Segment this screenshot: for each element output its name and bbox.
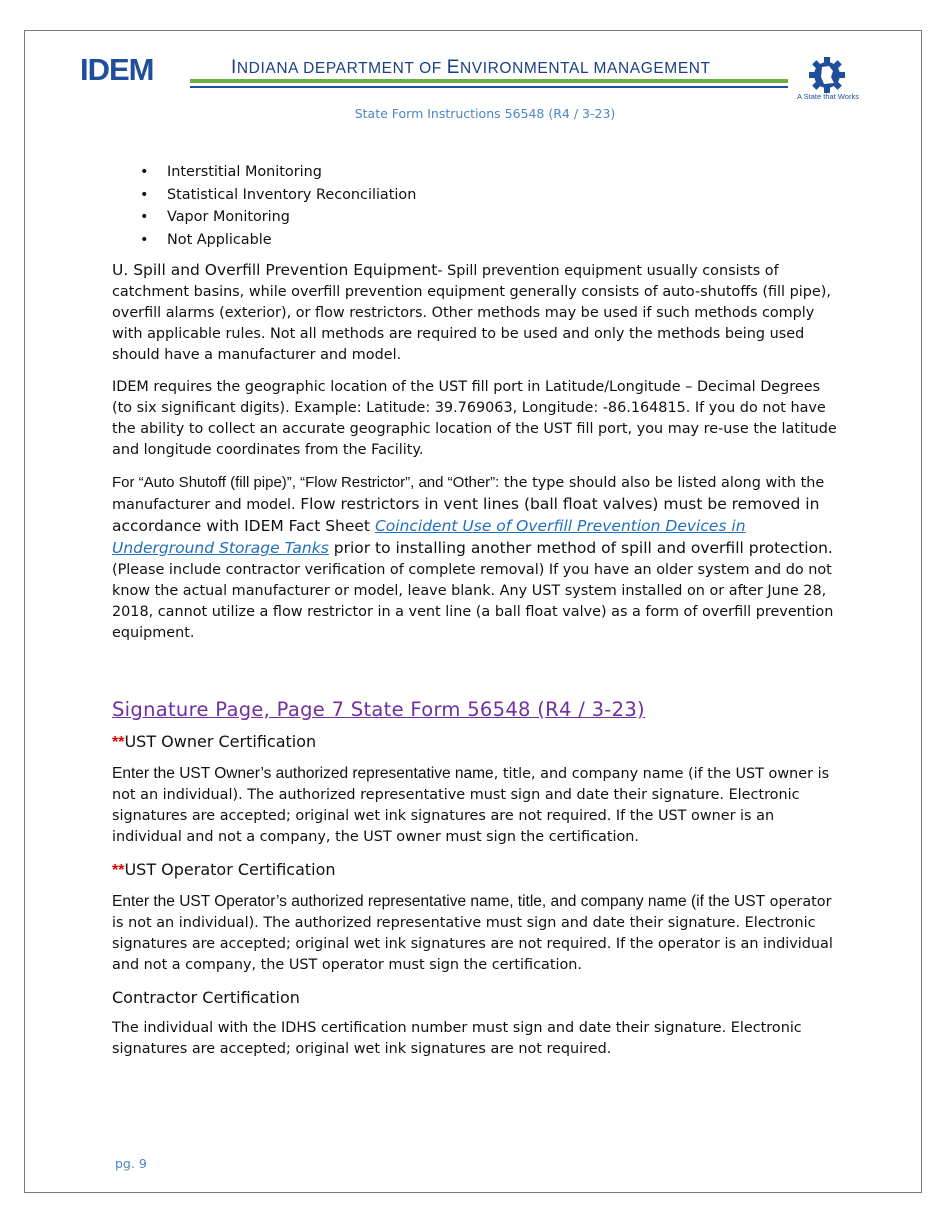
owner-certification-text — [112, 763, 840, 848]
list-item: • Statistical Inventory Reconciliation — [112, 184, 840, 207]
seal-tagline: A State that Works — [797, 92, 859, 101]
operator-certification-heading — [112, 859, 840, 882]
department-name — [231, 57, 711, 79]
auto-shutoff-lead: For “Auto Shutoff (fill pipe)”, “Flow Restrictor”, and “Other”: — [112, 474, 500, 491]
list-item: • Not Applicable — [112, 229, 840, 252]
document-body — [112, 161, 840, 1071]
signature-page-heading: Signature Page, Page 7 State Form 56548 (R4 / 3-23) — [112, 698, 645, 721]
list-item: • Vapor Monitoring — [112, 206, 840, 229]
required-asterisks: ** — [112, 734, 125, 751]
auto-shutoff-text-1: the type should also be listed along with the manufacturer and model. — [112, 475, 825, 513]
page-number: pg. 9 — [115, 1156, 147, 1171]
auto-shutoff-text-4: (Please include contractor verification of complete removal) If you have an older system and do not know the actual manufacturer or model, leave blank. Any UST system installed on or after June 28, 2018, cannot utilize a flow restrictor in a vent line (a ball float valve) as a form of overfill prevention equipment. — [112, 562, 834, 641]
owner-certification-heading — [112, 731, 840, 754]
header-green-rule — [190, 79, 788, 83]
dept-initial-1: I — [231, 57, 237, 78]
owner-certification-lead: Enter the UST Owner’s authorized representative name — [112, 765, 494, 782]
operator-certification-body: operator is not an individual). The authorized representative must sign and date their signature. Electronic signatures are accepted; original wet ink signatures are not required. If the operator is an individual and not a company, the UST operator must sign the certification. — [112, 894, 833, 973]
monitoring-method-list — [112, 161, 840, 251]
required-asterisks: ** — [112, 862, 125, 879]
auto-shutoff-text-2: Flow restrictors in vent lines (ball float valves) must be removed in accordance with IDEM Fact Sheet — [112, 495, 820, 535]
operator-certification-lead: Enter the UST Operator’s authorized representative name, title, and company name (if the UST — [112, 893, 766, 910]
dept-part-1: NDIANA DEPARTMENT OF — [236, 60, 447, 77]
owner-certification-title: UST Owner Certification — [124, 732, 317, 751]
list-item: • Interstitial Monitoring — [112, 161, 840, 184]
idem-logo: IDEM — [80, 52, 154, 87]
auto-shutoff-paragraph — [112, 472, 840, 644]
operator-certification-title: UST Operator Certification — [124, 860, 336, 879]
dept-part-2: NVIRONMENTAL MANAGEMENT — [460, 60, 711, 77]
owner-certification-body: , title, and company name (if the UST owner is not an individual). The authorized representative must sign and date their signature. Electronic signatures are accepted; original wet ink signatures are not required. If the UST owner is an individual and not a company, the UST owner must sign the certification. — [112, 766, 830, 845]
header-blue-rule — [190, 86, 788, 88]
dept-initial-2: E — [446, 57, 460, 78]
geo-location-paragraph: IDEM requires the geographic location of the UST fill port in Latitude/Longitude – Decimal Degrees (to six significant digits). Example: Latitude: 39.769063, Longitude: -86.164815. If you do not have the ability to collect an accurate geographic location of the UST fill port, you may re-use the latitude and longitude coordinates from the Facility. — [112, 379, 837, 458]
form-subtitle: State Form Instructions 56548 (R4 / 3-23) — [354, 106, 616, 121]
operator-certification-text — [112, 891, 840, 976]
spill-overfill-paragraph — [112, 260, 840, 366]
coincident-use-fact-sheet-link[interactable]: Coincident Use of Overfill Prevention Devices in Underground Storage Tanks — [112, 517, 746, 557]
contractor-certification-heading: Contractor Certification — [112, 988, 300, 1007]
spill-overfill-text: - Spill prevention equipment usually consists of catchment basins, while overfill prevention equipment generally consists of auto-shutoffs (fill pipe), overfill alarms (exterior), or flow restrictors. Other methods may be used if such methods comply with applicable rules. Not all methods are required to be used and only the methods being used should have a manufacturer and model. — [112, 263, 831, 363]
auto-shutoff-text-3: prior to installing another method of spill and overfill protection. — [328, 539, 833, 557]
spill-overfill-heading: U. Spill and Overfill Prevention Equipment — [112, 261, 438, 279]
contractor-certification-text: The individual with the IDHS certification number must sign and date their signature. Electronic signatures are accepted; original wet ink signatures are not required. — [112, 1020, 802, 1057]
